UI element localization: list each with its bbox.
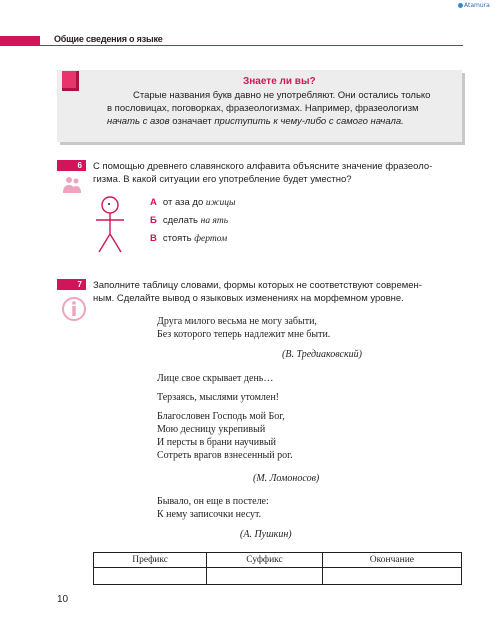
page-number: 10 [57, 594, 69, 605]
author-pushkin: (А. Пушкин) [240, 529, 292, 540]
poem-line: Бывало, он еще в постеле: [157, 496, 269, 507]
table-row [94, 568, 462, 585]
poem-3 [157, 495, 397, 521]
author-lomonosov: (М. Ломоносов) [253, 473, 320, 484]
poem-line: Сотреть врагов взнесенный рог. [157, 450, 293, 461]
option-text: стоять [162, 233, 195, 244]
option-italic: ижицы [205, 198, 236, 208]
option-text: сделать [162, 215, 201, 226]
task-7-text [93, 279, 463, 305]
poem-line: К нему записочки несут. [157, 509, 262, 520]
poem-line-b: Терзаясь, мыслями утомлен! [157, 392, 280, 403]
info-phrase: начать с азов [107, 116, 170, 127]
people-icon [62, 176, 82, 194]
info-meaning: приступить к чему-либо с самого начала. [214, 116, 404, 127]
option-letter: В [150, 233, 157, 244]
bookmark-icon [62, 71, 79, 91]
option-b [150, 215, 228, 226]
poem-line: Мою десницу укрепивый [157, 424, 266, 435]
info-line-2: в пословицах, поговорках, фразеологизмах. Например, фразеологизм [107, 103, 419, 114]
option-text: от аза до [162, 197, 206, 208]
table-header-prefix: Префикс [94, 553, 207, 568]
poem-2 [157, 410, 397, 462]
table-cell[interactable] [322, 568, 461, 585]
header-rule [40, 45, 463, 46]
header-accent-bar [0, 36, 40, 46]
option-italic: фертом [194, 234, 228, 244]
task-6-line-1: С помощью древнего славянского алфавита объясните значение фразеоло- [93, 161, 433, 172]
poem-line: Без которого теперь надлежит мне быти. [157, 329, 331, 340]
task-7-line-2: ным. Сделайте вывод о языковых изменениях на морфемном уровне. [93, 293, 404, 304]
task-6-text [93, 160, 463, 186]
task-6-number: 6 [57, 160, 86, 171]
poem-line: Друга милого весьма не могу забыти, [157, 316, 317, 327]
section-title: Общие сведения о языке [54, 34, 163, 44]
table-cell[interactable] [207, 568, 323, 585]
morpheme-table [93, 552, 462, 585]
logo-mark-icon [458, 3, 463, 8]
option-a [150, 197, 235, 208]
info-connector: означает [169, 116, 215, 127]
publisher-logo [458, 2, 490, 9]
poem-1 [157, 315, 397, 341]
logo-text: Atamura [464, 2, 490, 9]
task-7-line-1: Заполните таблицу словами, формы которых не соответствуют современ- [93, 280, 422, 291]
option-letter: Б [150, 215, 157, 226]
poem-line: Благословен Господь мой Бог, [157, 411, 285, 422]
table-header-suffix: Суффикс [207, 553, 323, 568]
option-c [150, 233, 227, 244]
stick-figure-icon [93, 196, 127, 254]
task-7-number: 7 [57, 279, 86, 290]
info-line-1: Старые названия букв давно не употребляют. Они остались только [133, 90, 431, 101]
option-italic: на ять [200, 216, 229, 226]
table-header-row [94, 553, 462, 568]
info-box-text [107, 89, 455, 128]
task-6-line-2: гизма. В какой ситуации его употребление будет уместно? [93, 174, 352, 185]
option-letter: А [150, 197, 157, 208]
info-box-title: Знаете ли вы? [243, 76, 316, 87]
table-cell[interactable] [94, 568, 207, 585]
info-icon [62, 296, 86, 322]
table-header-ending: Окончание [322, 553, 461, 568]
poem-line-a: Лице свое скрывает день… [157, 373, 274, 384]
author-trediakovsky: (В. Тредиаковский) [282, 349, 362, 360]
poem-line: И персты в брани научивый [157, 437, 276, 448]
